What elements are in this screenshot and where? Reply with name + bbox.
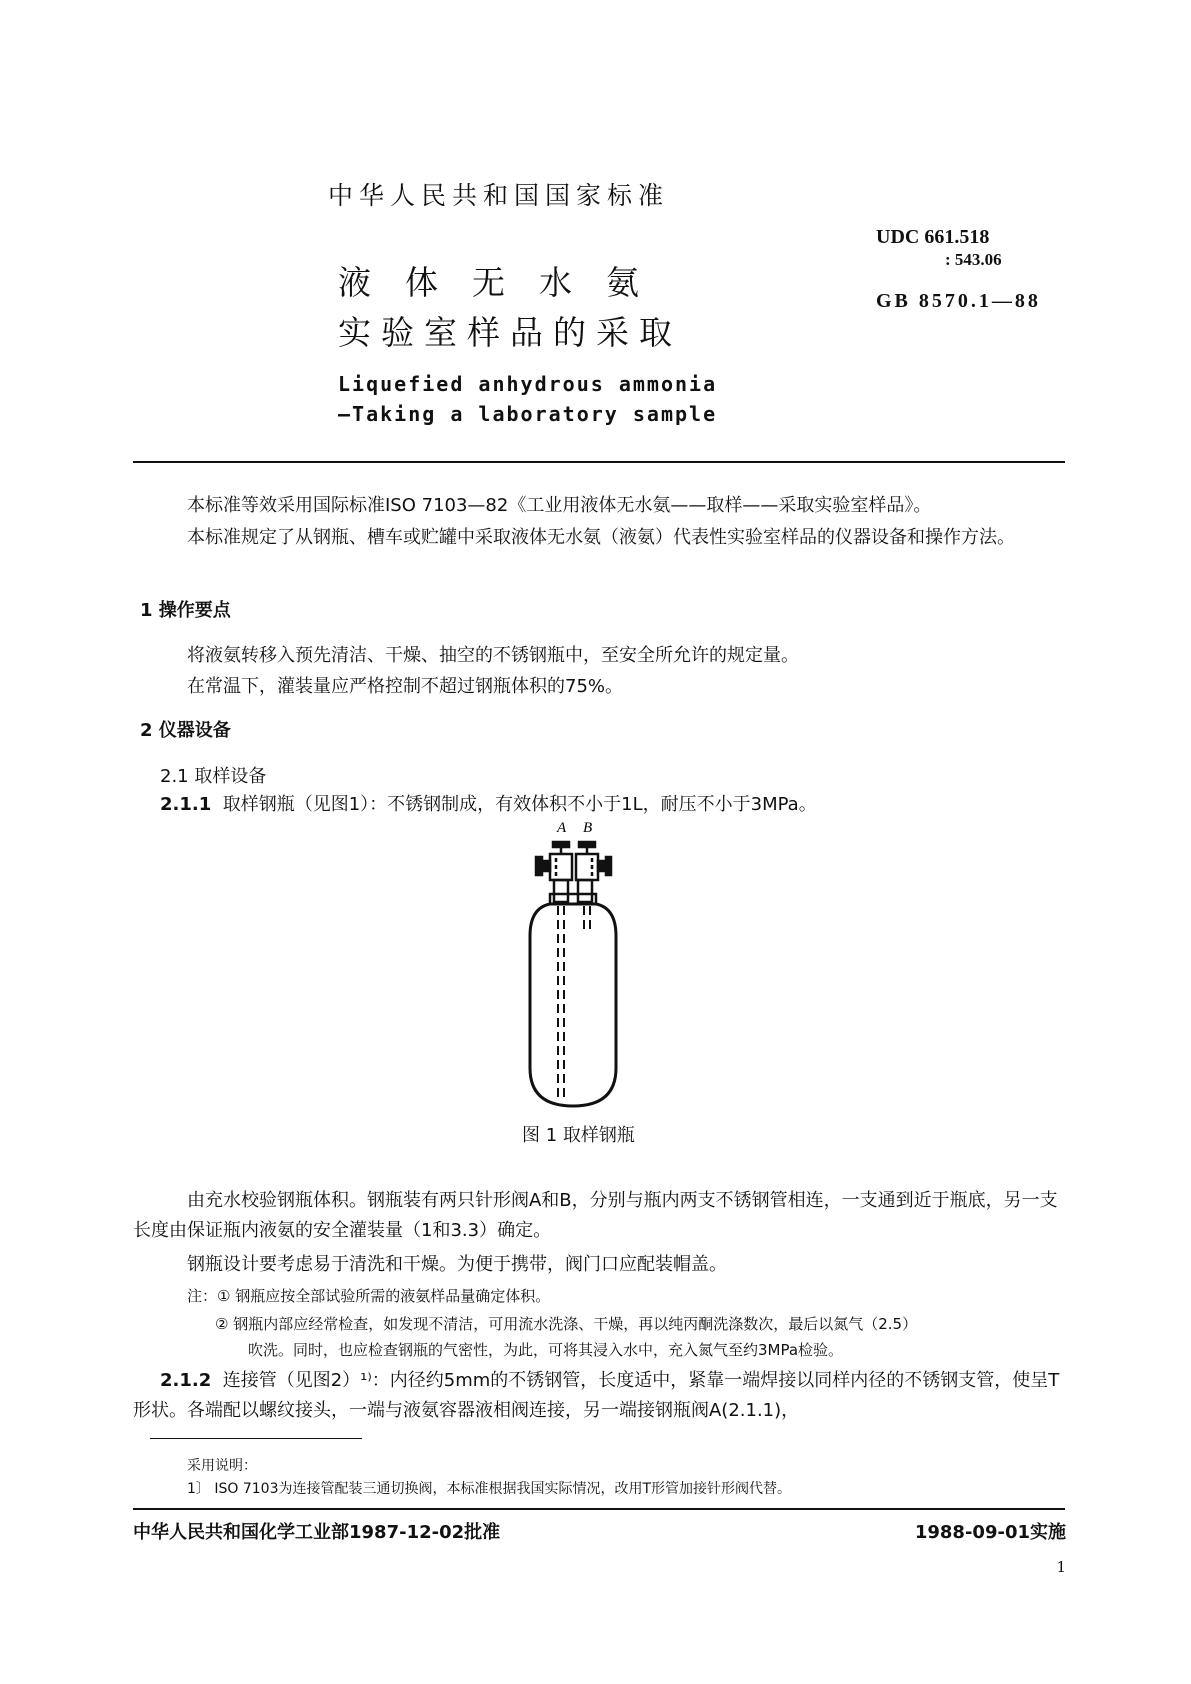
footnote-text: 1〕 ISO 7103为连接管配装三通切换阀，本标准根据我国实际情况，改用T形管加接针形阀代替。 — [187, 1481, 792, 1497]
section-1-heading: 1 操作要点 — [140, 600, 231, 621]
inner-tubes — [558, 906, 590, 1100]
header-divider — [133, 461, 1065, 463]
valve-b — [576, 842, 611, 880]
section-2-1-heading: 2.1 取样设备 — [160, 766, 267, 787]
cylinder-description-paragraph: 由充水校验钢瓶体积。钢瓶装有两只针形阀A和B，分别与瓶内两支不锈钢管相连，一支通到近于瓶底，另一支长度由保证瓶内液氨的安全灌装量（1和3.3）确定。 — [133, 1190, 1058, 1241]
approval-line: 中华人民共和国化学工业部1987-12-02批准 — [133, 1522, 501, 1543]
note-2-line-2: 吹洗。同时，也应检查钢瓶的气密性，为此，可将其浸入水中，充入氮气至约3MPa检验。 — [248, 1341, 844, 1359]
intro-paragraph-1: 本标准等效采用国际标准ISO 7103—82《工业用液体无水氨——取样——采取实验室样品》。 — [187, 495, 932, 516]
item-2-1-2-text: 连接管（见图2）¹⁾：内径约5mm的不锈钢管，长度适中，紧靠一端焊接以同样内径的不锈钢支管，使呈T形状。各端配以螺纹接头，一端与液氨容器液相阀连接，另一端接钢瓶阀A(2.1.1)， — [133, 1370, 1060, 1421]
item-2-1-2 — [133, 1366, 1073, 1426]
gb-code: GB 8570.1—88 — [876, 290, 1041, 312]
udc-code: UDC 661.518 — [876, 226, 990, 248]
effective-date: 1988-09-01实施 — [914, 1522, 1066, 1543]
english-title-line-2: —Taking a laboratory sample — [338, 402, 718, 426]
sampling-cylinder-figure — [520, 818, 640, 1118]
item-2-1-2-number: 2.1.2 — [160, 1370, 212, 1391]
cylinder-neck — [550, 880, 596, 904]
title-line-2: 实验室样品的采取 — [338, 313, 682, 352]
valve-a — [536, 842, 572, 880]
note-2-line-1: ② 钢瓶内部应经常检查，如发现不清洁，可用流水洗涤、干燥，再以纯丙酮洗涤数次，最后以氮气（2.5） — [215, 1315, 918, 1333]
item-2-1-1-text: 取样钢瓶（见图1）：不锈钢制成，有效体积不小于1L，耐压不小于3MPa。 — [222, 794, 817, 815]
page-number: 1 — [1056, 1558, 1066, 1576]
figure-1-caption: 图 1 取样钢瓶 — [522, 1125, 635, 1146]
valve-label-b: B — [583, 820, 593, 836]
footnote-title: 采用说明： — [187, 1458, 257, 1474]
valve-label-a: A — [557, 820, 567, 836]
item-2-1-1-number: 2.1.1 — [160, 794, 212, 815]
cylinder-design-paragraph: 钢瓶设计要考虑易于清洗和干燥。为便于携带，阀门口应配装帽盖。 — [187, 1254, 727, 1275]
udc-code-suffix: : 543.06 — [945, 250, 1002, 269]
section-1-paragraph-2: 在常温下，灌装量应严格控制不超过钢瓶体积的75%。 — [187, 676, 624, 697]
section-1-paragraph-1: 将液氨转移入预先清洁、干燥、抽空的不锈钢瓶中，至安全所允许的规定量。 — [187, 645, 799, 666]
item-2-1-1 — [160, 790, 817, 820]
title-line-1: 液体无水氨 — [338, 263, 673, 302]
intro-paragraph-2: 本标准规定了从钢瓶、槽车或贮罐中采取液体无水氨（液氨）代表性实验室样品的仪器设备和操作方法。 — [187, 527, 1015, 548]
nation-standard-heading: 中华人民共和国国家标准 — [328, 181, 670, 210]
section-2-heading: 2 仪器设备 — [140, 720, 231, 741]
english-title-line-1: Liquefied anhydrous ammonia — [338, 372, 718, 396]
footer-divider — [133, 1508, 1065, 1510]
cylinder-body — [530, 904, 616, 1106]
note-1: 注：① 钢瓶应按全部试验所需的液氨样品量确定体积。 — [187, 1287, 551, 1305]
footnote-divider — [150, 1438, 362, 1439]
